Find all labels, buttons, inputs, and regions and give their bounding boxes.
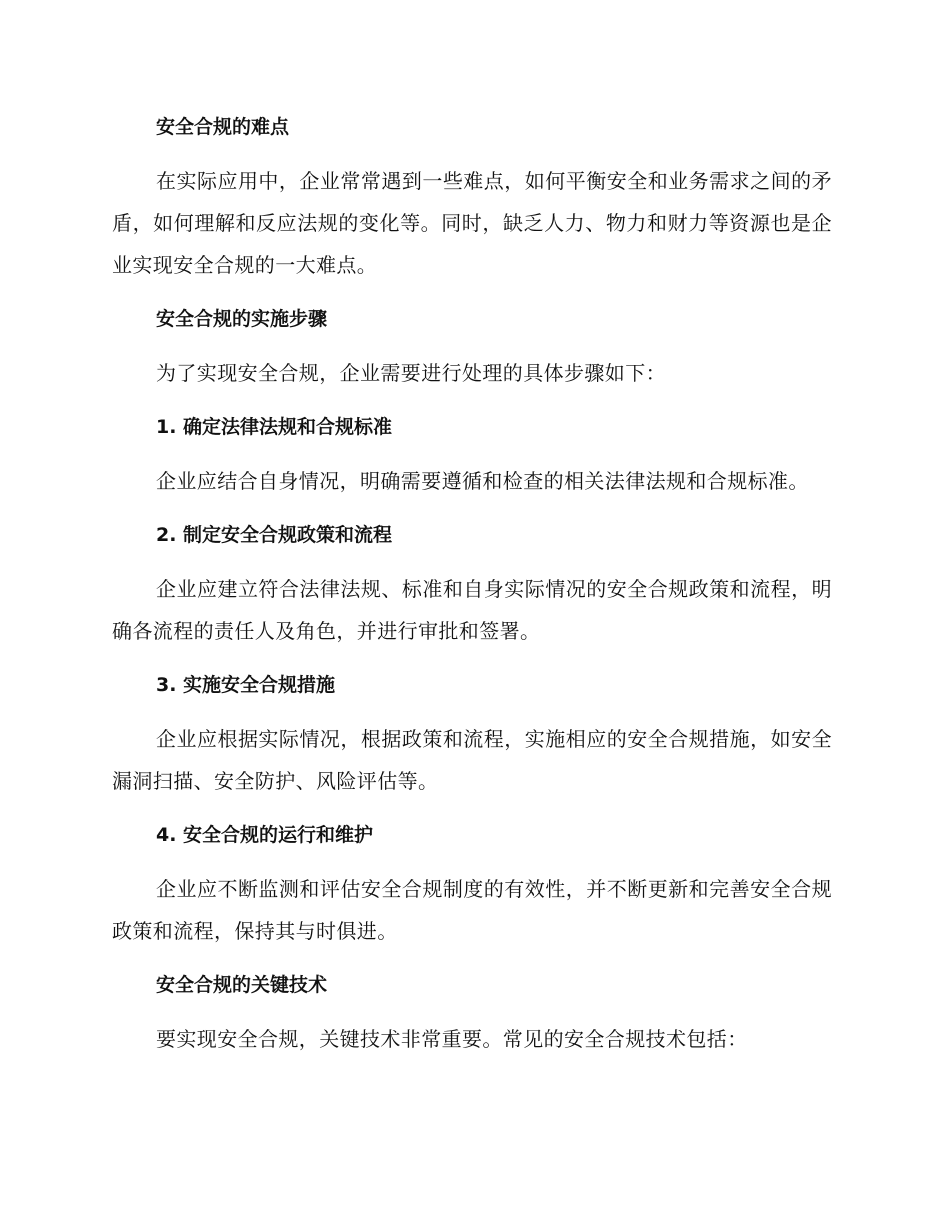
paragraph-step-1: 企业应结合自身情况，明确需要遵循和检查的相关法律法规和合规标准。 [156,469,809,493]
step-heading-4: 4. 安全合规的运行和维护 [156,824,374,846]
paragraph-steps-intro: 为了实现安全合规，企业需要进行处理的具体步骤如下： [156,361,666,385]
step-heading-1: 1. 确定法律法规和合规标准 [156,416,393,438]
step-heading-3: 3. 实施安全合规措施 [156,674,336,696]
section-heading-implementation-steps: 安全合规的实施步骤 [156,308,328,330]
paragraph-difficulties: 在实际应用中，企业常常遇到一些难点，如何平衡安全和业务需求之间的矛盾，如何理解和反应法规的变化等。同时，缺乏人力、物力和财力等资源也是企业实现安全合规的一大难点。 [112,169,832,277]
section-heading-key-technologies: 安全合规的关键技术 [156,974,328,996]
paragraph-step-4: 企业应不断监测和评估安全合规制度的有效性，并不断更新和完善安全合规政策和流程，保持其与时俱进。 [112,877,832,943]
section-heading-difficulties: 安全合规的难点 [156,116,290,138]
paragraph-key-technologies: 要实现安全合规，关键技术非常重要。常见的安全合规技术包括： [156,1027,748,1051]
paragraph-step-3: 企业应根据实际情况，根据政策和流程，实施相应的安全合规措施，如安全漏洞扫描、安全防护、风险评估等。 [112,727,832,793]
document-body [112,106,832,1072]
step-heading-2: 2. 制定安全合规政策和流程 [156,524,393,546]
paragraph-step-2: 企业应建立符合法律法规、标准和自身实际情况的安全合规政策和流程，明确各流程的责任人及角色，并进行审批和签署。 [112,577,832,643]
